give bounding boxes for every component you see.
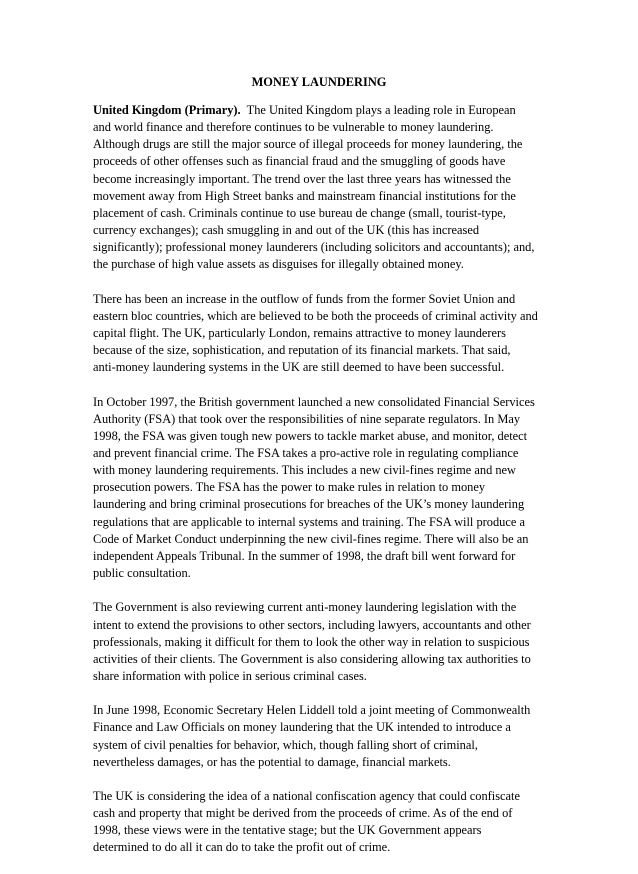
text-line: 1998, these views were in the tentative stage; but the UK Government appears [93, 823, 482, 838]
text-line: regulations that are applicable to internal systems and training. The FSA will produce a [93, 514, 525, 529]
text-line: Although drugs are still the major source of illegal proceeds for money laundering, the [93, 137, 523, 152]
text-fragment: The United Kingdom plays a leading role in European [240, 103, 516, 117]
text-line: activities of their clients. The Government is also considering allowing tax authorities to [93, 651, 531, 666]
text-line: 1998, the FSA was given tough new powers to tackle market abuse, and monitor, detect [93, 428, 528, 443]
text-line: proceeds of other offenses such as financial fraud and the smuggling of goods have [93, 154, 506, 169]
text-line: nevertheless damages, or has the potential to damage, financial markets. [93, 754, 451, 769]
text-line: There has been an increase in the outflow of funds from the former Soviet Union and [93, 291, 516, 306]
text-line: share information with police in serious criminal cases. [93, 668, 367, 683]
paragraph-4 [93, 599, 555, 685]
text-line: anti-money laundering systems in the UK are still deemed to have been successful. [93, 360, 505, 375]
paragraph-2 [93, 291, 555, 377]
text-line: eastern bloc countries, which are believed to be both the proceeds of criminal activity and [93, 308, 538, 323]
text-line: and world finance and therefore continues to be vulnerable to money laundering. [93, 120, 494, 135]
text-line: laundering and bring criminal prosecutions for breaches of the UK’s money laundering [93, 497, 525, 512]
text-line: intent to extend the provisions to other sectors, including lawyers, accountants and other [93, 617, 531, 632]
text-line: Finance and Law Officials on money laundering that the UK intended to introduce a [93, 720, 511, 735]
paragraph-3 [93, 394, 555, 583]
text-line: cash and property that might be derived from the proceeds of crime. As of the end of [93, 806, 513, 821]
text-line: The UK is considering the idea of a national confiscation agency that could confiscate [93, 788, 520, 803]
text-line: In October 1997, the British government launched a new consolidated Financial Services [93, 394, 535, 409]
text-line: public consultation. [93, 566, 191, 581]
text-line: placement of cash. Criminals continue to use bureau de change (small, tourist-type, [93, 205, 506, 220]
paragraph-6 [93, 788, 555, 857]
text-line: prosecution powers. The FSA has the power to make rules in relation to money [93, 480, 486, 495]
paragraph-1 [93, 102, 555, 274]
text-line: and prevent financial crime. The FSA takes a pro-active role in regulating compliance [93, 446, 519, 460]
paragraph-5 [93, 702, 555, 771]
text-line: the purchase of high value assets as disguises for illegally obtained money. [93, 257, 464, 272]
text-line: Authority (FSA) that took over the responsibilities of nine separate regulators. In May [93, 411, 521, 426]
document-body [93, 102, 555, 874]
text-line: Code of Market Conduct underpinning the new civil-fines regime. There will also be an [93, 531, 529, 546]
text-line: system of civil penalties for behavior, which, though falling short of criminal, [93, 737, 478, 752]
text-line: currency exchanges); cash smuggling in and out of the UK (this has increased [93, 223, 480, 238]
text-line: independent Appeals Tribunal. In the summer of 1998, the draft bill went forward for [93, 548, 516, 563]
text-line [93, 102, 555, 119]
text-line: In June 1998, Economic Secretary Helen Liddell told a joint meeting of Commonwealth [93, 703, 531, 718]
text-line: become increasingly important. The trend over the last three years has witnessed the [93, 171, 511, 186]
text-line: movement away from High Street banks and mainstream financial institutions for the [93, 188, 516, 203]
text-line: The Government is also reviewing current anti-money laundering legislation with the [93, 600, 517, 615]
text-line: professionals, making it difficult for them to look the other way in relation to suspicious [93, 634, 530, 649]
text-line: with money laundering requirements. This includes a new civil-fines regime and new [93, 463, 516, 478]
text-line: because of the size, sophistication, and reputation of its financial markets. That said, [93, 343, 511, 358]
text-line: determined to do all it can do to take the profit out of crime. [93, 840, 391, 855]
text-line: significantly); professional money launderers (including solicitors and accountants); and, [93, 240, 535, 255]
text-line: capital flight. The UK, particularly London, remains attractive to money launderers [93, 325, 506, 340]
section-lead: United Kingdom (Primary). [93, 103, 241, 117]
document-title: MONEY LAUNDERING [251, 75, 387, 89]
